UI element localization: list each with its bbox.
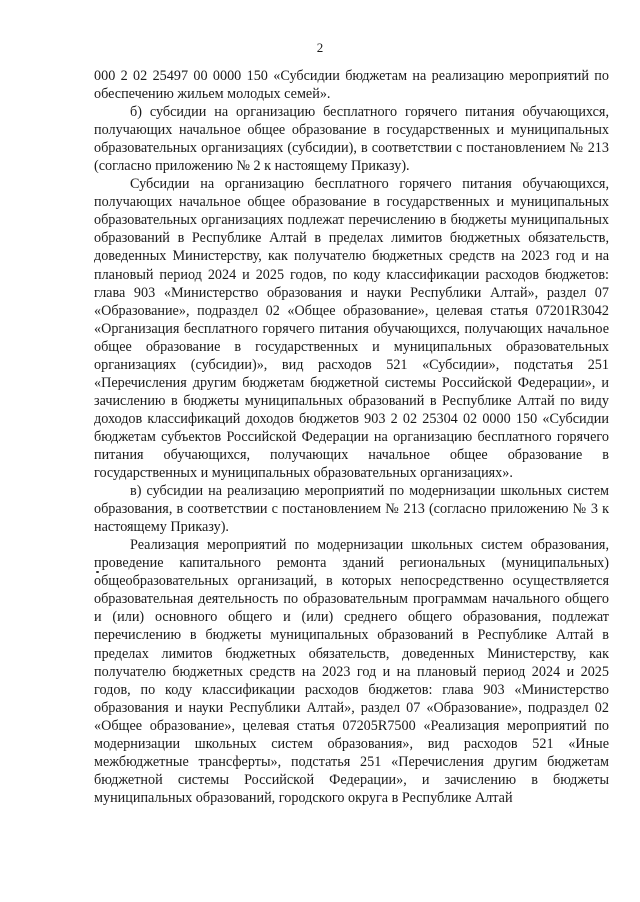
paragraph-hot-meals-transfer: Субсидии на организацию бесплатного горячего питания обучающихся, получающих начальное общее образование в государственных и муниципальных образовательных организациях подлежат перечислению в бюджеты муниципальных образований в Республике Алтай в пределах лимитов бюджетных обязательств, доведенных Министерству, как получателю бюджетных средств на 2023 год и на плановый период 2024 и 2025 годов, по коду классификации расходов бюджетов: глава 903 «Министерство образования и науки Республики Алтай», раздел 07 «Образование», подраздел 02 «Общее образование», целевая статья 07201R3042 «Организация бесплатного горячего питания обучающихся, получающих начальное общее образование в государственных и муниципальных образовательных организациях (субсидии)», вид расходов 521 «Субсидии», подстатья 251 «Перечисления другим бюджетам бюджетной системы Российской Федерации», и зачислению в бюджеты муниципальных образований в Республике Алтай по виду доходов классификаций доходов бюджетов 903 2 02 25304 02 0000 150 «Субсидии бюджетам субъектов Российской Федерации на организацию бесплатного горячего питания обучающихся, получающих начальное общее образование в государственных и муниципальных образовательных организациях». — [94, 176, 609, 482]
page-number: 2 — [316, 40, 324, 55]
document-body — [94, 67, 609, 807]
paragraph-school-modernization: Реализация мероприятий по модернизации школьных систем образования, проведение капитального ремонта зданий региональных (муниципальных) общеобразовательных организаций, в которых непосредственно осуществляется образовательная деятельность по образовательным программам начального общего и (или) основного общего и (или) среднего общего образования, подлежат перечислению в бюджеты муниципальных образований в Республике Алтай в пределах лимитов бюджетных обязательств, доведенных Министерству, как получателю бюджетных средств на 2023 год и на плановый период 2024 и 2025 годов, по коду классификации расходов бюджетов: глава 903 «Министерство образования и науки Республики Алтай», раздел 07 «Образование», подраздел 02 «Общее образование», целевая статья 07205R7500 «Реализация мероприятий по модернизации школьных систем образования», вид расходов 521 «Иные межбюджетные трансферты», подстатья 251 «Перечисления другим бюджетам бюджетной системы Российской Федерации», и зачислению в бюджеты муниципальных образований, городского округа в Республике Алтай — [94, 537, 609, 806]
paragraph-subsidy-b: б) субсидии на организацию бесплатного горячего питания обучающихся, получающих начальное общее образование в государственных и муниципальных образовательных организациях (субсидии), в соответствии с постановлением № 213 (согласно приложению № 2 к настоящему Приказу). — [94, 104, 609, 175]
paragraph-kbk-continuation: 000 2 02 25497 00 0000 150 «Субсидии бюджетам на реализацию мероприятий по обеспечению жильем молодых семей». — [94, 68, 609, 103]
paragraph-subsidy-v: в) субсидии на реализацию мероприятий по модернизации школьных систем образования, в соответствии с постановлением № 213 (согласно приложению № 3 к настоящему Приказу). — [94, 483, 609, 536]
